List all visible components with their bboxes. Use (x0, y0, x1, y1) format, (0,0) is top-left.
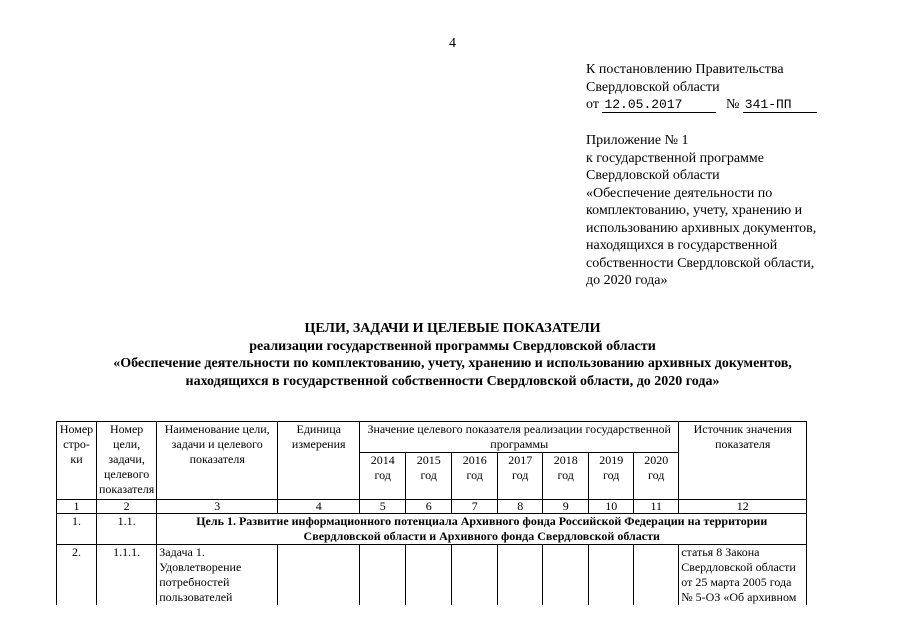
column-number: 11 (634, 500, 679, 514)
header-year: 2015 год (406, 453, 452, 500)
appendix-line: к государственной программе (586, 150, 764, 166)
goal-text: Цель 1. Развитие информационного потенциала Архивного фонда Российской Федерации на территории Свердловской области и Архивного фонда Свердловской области (157, 514, 807, 545)
header-year: 2018 год (543, 453, 589, 500)
header-goal-number: Номер цели, задачи, целевого показателя (97, 422, 157, 500)
header-values: Значение целевого показателя реализации государственной программы (360, 422, 679, 453)
header-year: 2020 год (634, 453, 679, 500)
reference-line-1: К постановлению Правительства (586, 62, 784, 77)
column-number: 10 (589, 500, 634, 514)
document-title (0, 320, 905, 390)
column-number: 8 (498, 500, 543, 514)
appendix-line: до 2020 года» (586, 273, 668, 288)
task-name: Задача 1. Удовлетворение потребностей пользователей (157, 545, 278, 606)
appendix-line: Приложение № 1 (586, 133, 689, 148)
appendix-line: находящихся в государственной (586, 238, 778, 253)
column-number: 2 (97, 500, 157, 514)
column-number: 3 (157, 500, 278, 514)
resolution-number: 341-ПП (743, 98, 817, 113)
number-prefix: № (725, 97, 740, 112)
source-text: статья 8 Закона Свердловской области от 25 марта 2005 года № 5-ОЗ «Об архивном (679, 545, 807, 606)
goal-code: 1.1. (97, 514, 157, 545)
resolution-date: 12.05.2017 (602, 98, 716, 113)
column-number: 7 (452, 500, 498, 514)
row-number: 2. (57, 545, 97, 606)
empty-cell (360, 545, 406, 606)
empty-cell (589, 545, 634, 606)
reference-line-2: Свердловской области (586, 79, 720, 95)
title-line-4: находящихся в государственной собственности Свердловской области, до 2020 года» (185, 373, 720, 389)
empty-cell (278, 545, 360, 606)
column-number: 9 (543, 500, 589, 514)
header-name: Наименование цели, задачи и целевого показателя (157, 422, 278, 500)
title-line-3: «Обеспечение деятельности по комплектованию, учету, хранению и использованию архивных документов, (113, 356, 792, 371)
indicators-table (56, 421, 807, 605)
header-row-number: Номер стро- ки (57, 422, 97, 500)
table-row (57, 545, 807, 606)
title-line-1: ЦЕЛИ, ЗАДАЧИ И ЦЕЛЕВЫЕ ПОКАЗАТЕЛИ (304, 321, 601, 336)
empty-cell (452, 545, 498, 606)
column-number: 12 (679, 500, 807, 514)
column-number: 1 (57, 500, 97, 514)
table-row (57, 514, 807, 545)
appendix-line: использованию архивных документов, (586, 220, 817, 236)
appendix-note (586, 132, 856, 290)
header-unit: Единица измерения (278, 422, 360, 500)
column-number: 4 (278, 500, 360, 514)
date-prefix: от (586, 97, 599, 112)
appendix-line: «Обеспечение деятельности по (586, 185, 773, 201)
appendix-line: собственности Свердловской области, (586, 255, 815, 271)
header-year: 2014 год (360, 453, 406, 500)
task-code: 1.1.1. (97, 545, 157, 606)
header-year: 2019 год (589, 453, 634, 500)
title-line-2: реализации государственной программы Свердловской области (249, 338, 656, 354)
reference-date-line (586, 96, 817, 114)
row-number: 1. (57, 514, 97, 545)
resolution-reference (586, 61, 817, 114)
empty-cell (543, 545, 589, 606)
appendix-line: Свердловской области (586, 168, 720, 183)
empty-cell (498, 545, 543, 606)
page-number: 4 (449, 36, 456, 51)
empty-cell (406, 545, 452, 606)
appendix-line: комплектованию, учету, хранению и (586, 203, 803, 218)
column-number: 5 (360, 500, 406, 514)
header-year: 2016 год (452, 453, 498, 500)
header-year: 2017 год (498, 453, 543, 500)
header-source: Источник значения показателя (679, 422, 807, 500)
empty-cell (634, 545, 679, 606)
column-number: 6 (406, 500, 452, 514)
